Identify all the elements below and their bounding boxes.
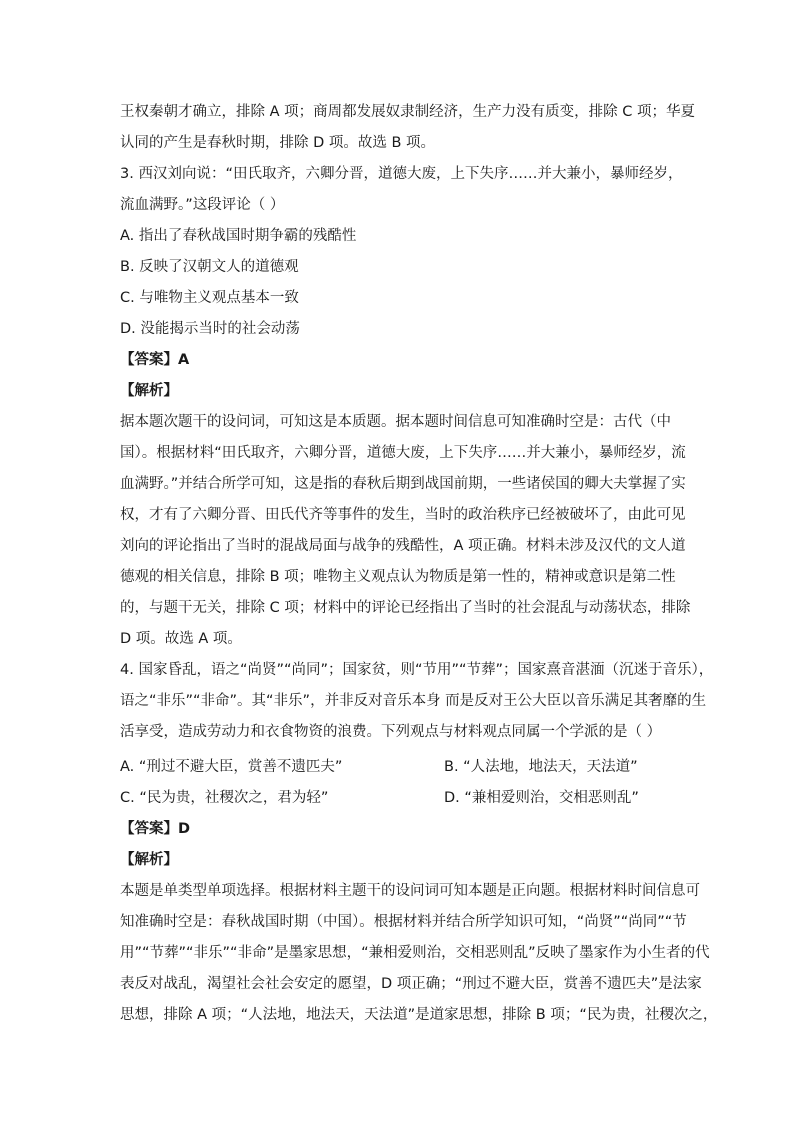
q3-analysis-label: 【解析】 [120,383,178,399]
q3-option-b: B. 反映了汉朝文人的道德观 [120,259,299,275]
q3-analysis-line: 刘向的评论指出了当时的混战局面与战争的残酷性，A 项正确。材料未涉及汉代的文人道 [120,538,686,554]
q3-analysis-line: D 项。故选 A 项。 [120,631,242,647]
q3-analysis-line: 的，与题干无关，排除 C 项；材料中的评论已经指出了当时的社会混乱与动荡状态，排除 [120,600,691,616]
q3-analysis-line: 血满野。”并结合所学可知，这是指的春秋后期到战国前期，一些诸侯国的卿大夫掌握了实 [120,476,686,492]
q4-analysis-line: 思想，排除 A 项；“人法地，地法天，天法道”是道家思想，排除 B 项；“民为贵，社稷次之， [120,1007,718,1023]
q3-analysis-line: 国）。根据材料“田氏取齐，六卿分晋，道德大废，上下失序……并大兼小，暴师经岁，流 [120,445,686,461]
q3-analysis-line: 据本题次题干的设问词，可知这是本质题。据本题时间信息可知准确时空是：古代（中 [120,414,671,430]
q4-stem-line: 活享受，造成劳动力和衣食物资的浪费。下列观点与材料观点同属一个学派的是（ ） [120,724,662,740]
q3-stem-line: 3. 西汉刘向说：“田氏取齐，六卿分晋，道德大废，上下失序……并大兼小，暴师经岁， [120,166,683,182]
q3-option-a: A. 指出了春秋战国时期争霸的残酷性 [120,228,357,244]
q4-stem-line: 4. 国家昏乱，语之“尚贤”“尚同”；国家贫，则“节用”“节葬”；国家熹音湛湎（沉迷于音乐）， [120,662,714,678]
q3-analysis-line: 权，才有了六卿分晋、田氏代齐等事件的发生，当时的政治秩序已经被破坏了，由此可见 [120,507,686,523]
q4-analysis-label: 【解析】 [120,852,178,868]
q4-analysis-line: 知准确时空是：春秋战国时期（中国）。根据材料并结合所学知识可知，“尚贤”“尚同”“节 [120,914,687,930]
continued-text-line: 认同的产生是春秋时期，排除 D 项。故选 B 项。 [120,135,436,151]
continued-text-line: 王权秦朝才确立，排除 A 项；商周都发展奴隶制经济，生产力没有质变，排除 C 项；华夏 [120,104,695,120]
q4-option-c: C. “民为贵，社稷次之，君为轻” [120,790,329,806]
q3-answer: 【答案】A [120,352,190,368]
q4-option-a: A. “刑过不避大臣，赏善不遗匹夫” [120,759,343,775]
q4-analysis-line: 本题是单类型单项选择。根据材料主题干的设问词可知本题是正向题。根据材料时间信息可 [120,883,700,899]
q4-analysis-line: 表反对战乱，渴望社会社会安定的愿望，D 项正确；“刑过不避大臣，赏善不遗匹夫”是法家 [120,976,702,992]
q4-analysis-line: 用”“节葬”“非乐”“非命”是墨家思想，“兼相爱则治，交相恶则乱”反映了墨家作为小生者的代 [120,945,710,961]
q4-stem-line: 语之“非乐”“非命”。其“非乐”，并非反对音乐本身 而是反对王公大臣以音乐满足其奢靡的生 [120,693,707,709]
q4-option-d: D. “兼相爱则治，交相恶则乱” [444,790,639,806]
q3-option-d: D. 没能揭示当时的社会动荡 [120,321,300,337]
q4-answer: 【答案】D [120,821,191,837]
q3-option-c: C. 与唯物主义观点基本一致 [120,290,299,306]
q3-analysis-line: 德观的相关信息，排除 B 项；唯物主义观点认为物质是第一性的，精神或意识是第二性 [120,569,676,585]
q3-stem-line: 流血满野。”这段评论（ ） [120,197,285,213]
q4-option-b: B. “人法地，地法天，天法道” [444,759,638,775]
